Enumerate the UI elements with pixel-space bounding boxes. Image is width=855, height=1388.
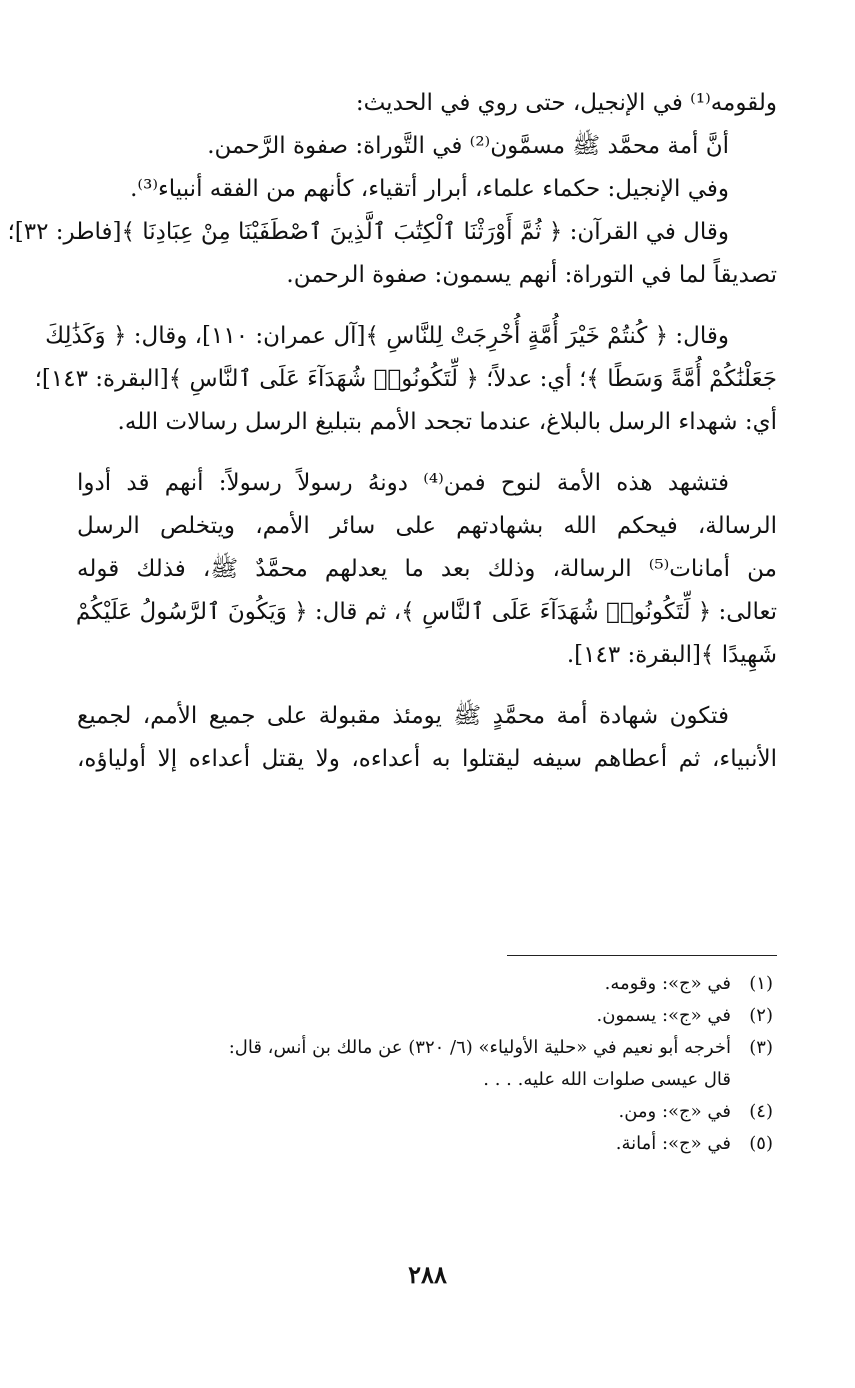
footnote-text: في «ج»: وقومه. [604,973,731,994]
footnote-text: في «ج»: أمانة. [615,1133,731,1154]
footnote-text: في «ج»: يسمون. [596,1005,731,1026]
footnote-2 [77,1000,777,1032]
footnote-4 [77,1096,777,1128]
text-line-9: فتشهد هذه الأمة لنوح فمن⁽⁴⁾ دونهُ رسولاً رسولاً: أنهم قد أدوا [77,470,729,496]
footnote-number: (٣) [749,1037,773,1058]
text-line-13: شَهِيدًا ﴾[البقرة: ١٤٣]. [566,642,777,668]
text-line-2: أنَّ أمة محمَّد ﷺ مسمَّون⁽²⁾ في التَّوراة: صفوة الرَّحمن. [207,133,729,159]
text-line-4: وقال في القرآن: ﴿ ثُمَّ أَوْرَثْنَا ٱلْكِتَٰبَ ٱلَّذِينَ ٱصْطَفَيْنَا مِنْ عِبَادِنَا ﴾[فاطر: ٣٢]؛ [7,219,729,245]
footnote-number: (٤) [749,1101,773,1122]
footnote-text: قال عيسى صلوات الله عليه. . . . [483,1069,731,1090]
text-line-5: تصديقاً لما في التوراة: أنهم يسمون: صفوة الرحمن. [286,262,777,288]
footnote-text: في «ج»: ومن. [618,1101,731,1122]
footnote-number: (٢) [749,1005,773,1026]
footnote-number: (١) [749,973,773,994]
text-line-11: من أمانات⁽⁵⁾ الرسالة، وذلك بعد ما يعدلهم محمَّدٌ ﷺ، فذلك قوله [77,556,777,582]
text-line-15: الأنبياء، ثم أعطاهم سيفه ليقتلوا به أعداءه، ولا يقتل أعداءه إلا أولياؤه، [77,746,777,772]
footnote-1 [77,968,777,1000]
footnote-divider [507,955,777,956]
footnote-text: أخرجه أبو نعيم في «حلية الأولياء» (٦/ ٣٢٠) عن مالك بن أنس، قال: [228,1037,731,1058]
text-line-14: فتكون شهادة أمة محمَّدٍ ﷺ يومئذ مقبولة على جميع الأمم، لجميع [77,703,729,729]
main-text [7,82,777,781]
footnote-3 [77,1032,777,1064]
text-line-7: جَعَلْنَٰكُمْ أُمَّةً وَسَطًا ﴾؛ أي: عدلاً؛ ﴿ لِّتَكُونُوا۟ شُهَدَآءَ عَلَى ٱلنَّاسِ ﴾[البقرة: ١٤٣]؛ [34,366,777,392]
text-line-3: وفي الإنجيل: حكماء علماء، أبرار أتقياء، كأنهم من الفقه أنبياء⁽³⁾. [130,176,729,202]
text-line-1: ولقومه⁽¹⁾ في الإنجيل، حتى روي في الحديث: [355,90,777,116]
page-number: ٢٨٨ [408,1260,447,1289]
footnote-number: (٥) [749,1133,773,1154]
footnotes [77,968,777,1160]
text-line-12: تعالى: ﴿ لِّتَكُونُوا۟ شُهَدَآءَ عَلَى ٱلنَّاسِ ﴾، ثم قال: ﴿ وَيَكُونَ ٱلرَّسُولُ عَلَيْكُمْ [75,599,777,625]
text-line-10: الرسالة، فيحكم الله بشهادتهم على سائر الأمم، ويتخلص الرسل [77,513,777,539]
text-line-6: وقال: ﴿ كُنتُمْ خَيْرَ أُمَّةٍ أُخْرِجَتْ لِلنَّاسِ ﴾[آل عمران: ١١٠]، وقال: ﴿ وَكَذَٰلِكَ [45,323,729,349]
footnote-3-continuation [77,1064,777,1096]
text-line-8: أي: شهداء الرسل بالبلاغ، عندما تجحد الأمم بتبليغ الرسل رسالات الله. [117,409,777,435]
footnote-5 [77,1128,777,1160]
